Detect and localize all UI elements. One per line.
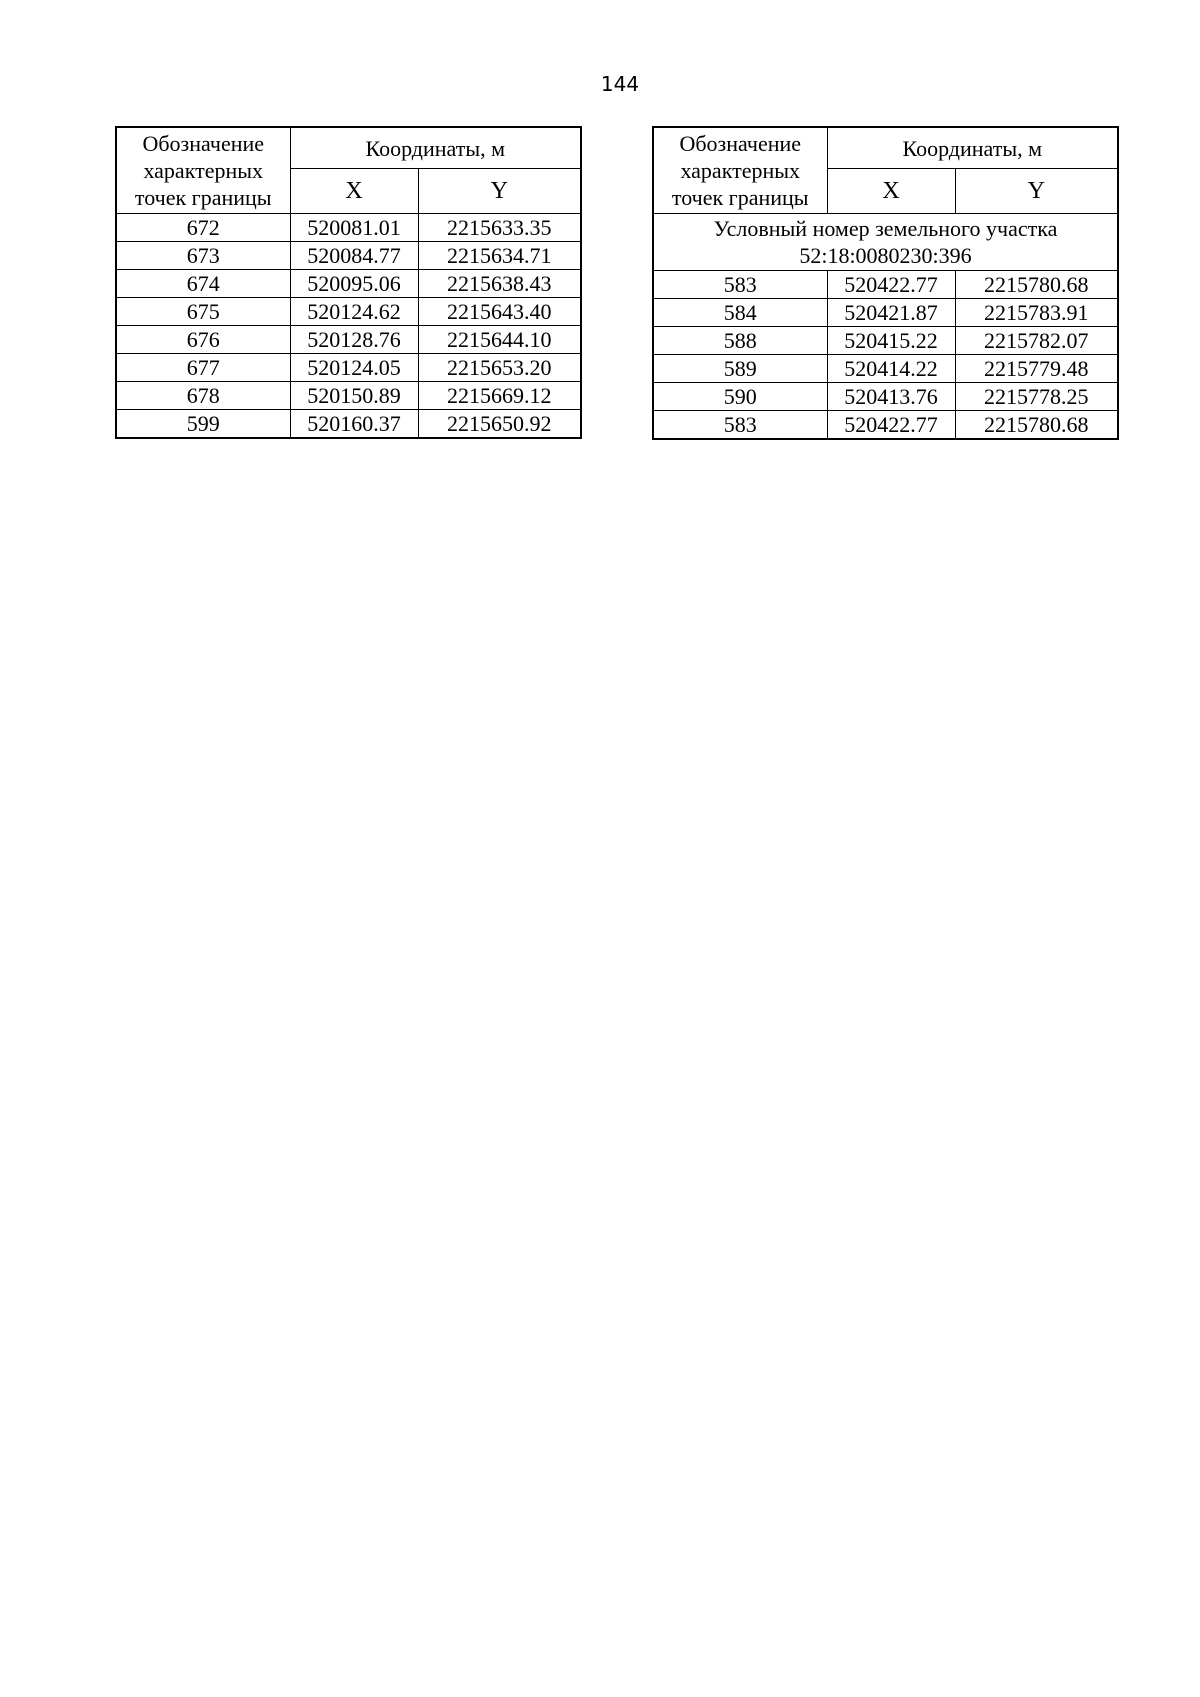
coordinates-table-right — [652, 126, 1119, 440]
x-cell: 520124.05 — [290, 354, 418, 382]
table-row — [116, 382, 581, 410]
x-cell: 520422.77 — [827, 271, 955, 299]
table-row — [116, 298, 581, 326]
header-coordinates: Координаты, м — [827, 127, 1118, 169]
x-cell: 520160.37 — [290, 410, 418, 439]
x-cell: 520421.87 — [827, 299, 955, 327]
header-coordinates: Координаты, м — [290, 127, 581, 169]
y-cell: 2215780.68 — [955, 411, 1118, 440]
page-number: 144 — [600, 72, 640, 96]
y-cell: 2215783.91 — [955, 299, 1118, 327]
coordinates-table-left — [115, 126, 582, 439]
point-cell: 589 — [653, 355, 827, 383]
y-cell: 2215778.25 — [955, 383, 1118, 411]
table-row — [116, 354, 581, 382]
table-body — [653, 214, 1118, 440]
point-cell: 676 — [116, 326, 290, 354]
land-plot-number — [653, 214, 1118, 271]
section-row — [653, 214, 1118, 271]
y-cell: 2215782.07 — [955, 327, 1118, 355]
table-row — [653, 327, 1118, 355]
point-cell: 583 — [653, 271, 827, 299]
table-row — [116, 242, 581, 270]
land-plot-label: Условный номер земельного участка — [713, 216, 1058, 241]
point-cell: 678 — [116, 382, 290, 410]
x-cell: 520150.89 — [290, 382, 418, 410]
x-cell: 520084.77 — [290, 242, 418, 270]
point-cell: 674 — [116, 270, 290, 298]
header-x: X — [290, 169, 418, 214]
table-row — [653, 299, 1118, 327]
x-cell: 520414.22 — [827, 355, 955, 383]
header-point-designation: Обозначение характерных точек границы — [653, 127, 827, 214]
point-cell: 584 — [653, 299, 827, 327]
point-cell: 588 — [653, 327, 827, 355]
header-x: X — [827, 169, 955, 214]
y-cell: 2215653.20 — [418, 354, 581, 382]
y-cell: 2215638.43 — [418, 270, 581, 298]
x-cell: 520128.76 — [290, 326, 418, 354]
x-cell: 520422.77 — [827, 411, 955, 440]
table-row — [116, 410, 581, 439]
table-row — [653, 411, 1118, 440]
point-cell: 599 — [116, 410, 290, 439]
x-cell: 520095.06 — [290, 270, 418, 298]
x-cell: 520124.62 — [290, 298, 418, 326]
table-row — [653, 355, 1118, 383]
header-y: Y — [418, 169, 581, 214]
point-cell: 675 — [116, 298, 290, 326]
y-cell: 2215669.12 — [418, 382, 581, 410]
x-cell: 520413.76 — [827, 383, 955, 411]
table-row — [653, 271, 1118, 299]
x-cell: 520415.22 — [827, 327, 955, 355]
table-body — [116, 214, 581, 439]
y-cell: 2215633.35 — [418, 214, 581, 242]
point-cell: 677 — [116, 354, 290, 382]
header-y: Y — [955, 169, 1118, 214]
table-row — [653, 383, 1118, 411]
header-point-designation: Обозначение характерных точек границы — [116, 127, 290, 214]
land-plot-cadastral-number: 52:18:0080230:396 — [799, 243, 972, 268]
table-row — [116, 270, 581, 298]
table-row — [116, 326, 581, 354]
table-row — [116, 214, 581, 242]
point-cell: 590 — [653, 383, 827, 411]
y-cell: 2215634.71 — [418, 242, 581, 270]
y-cell: 2215644.10 — [418, 326, 581, 354]
y-cell: 2215650.92 — [418, 410, 581, 439]
y-cell: 2215643.40 — [418, 298, 581, 326]
point-cell: 673 — [116, 242, 290, 270]
point-cell: 583 — [653, 411, 827, 440]
x-cell: 520081.01 — [290, 214, 418, 242]
point-cell: 672 — [116, 214, 290, 242]
y-cell: 2215780.68 — [955, 271, 1118, 299]
y-cell: 2215779.48 — [955, 355, 1118, 383]
